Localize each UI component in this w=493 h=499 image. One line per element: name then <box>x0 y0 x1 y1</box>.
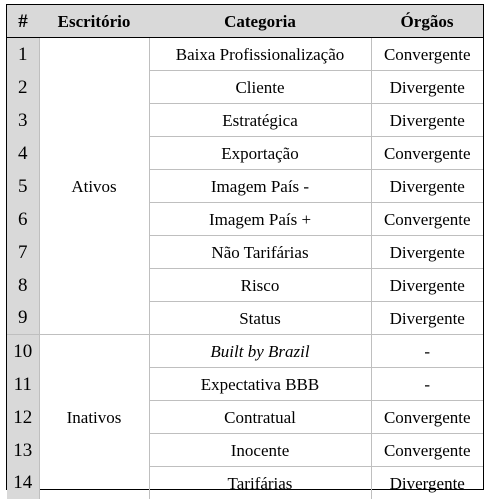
orgaos-cell: Divergente <box>371 467 483 499</box>
categories-table-frame <box>6 4 484 490</box>
orgaos-cell: - <box>371 368 483 401</box>
categoria-cell: Expectativa BBB <box>149 368 371 401</box>
row-number: 4 <box>7 137 39 170</box>
categoria-cell: Cliente <box>149 71 371 104</box>
row-number: 9 <box>7 302 39 335</box>
header-escritorio: Escritório <box>39 5 149 38</box>
row-number: 14 <box>7 467 39 499</box>
escritorio-cell: Ativos <box>39 38 149 335</box>
row-number: 13 <box>7 434 39 467</box>
categoria-cell: Risco <box>149 269 371 302</box>
header-orgaos: Órgãos <box>371 5 483 38</box>
categoria-cell: Built by Brazil <box>149 335 371 368</box>
categories-table <box>7 5 483 499</box>
row-number: 7 <box>7 236 39 269</box>
row-number: 6 <box>7 203 39 236</box>
orgaos-cell: Convergente <box>371 38 483 71</box>
row-number: 1 <box>7 38 39 71</box>
orgaos-cell: Divergente <box>371 71 483 104</box>
orgaos-cell: - <box>371 335 483 368</box>
orgaos-cell: Divergente <box>371 269 483 302</box>
row-number: 8 <box>7 269 39 302</box>
categoria-cell: Contratual <box>149 401 371 434</box>
orgaos-cell: Convergente <box>371 434 483 467</box>
orgaos-cell: Divergente <box>371 104 483 137</box>
row-number: 12 <box>7 401 39 434</box>
orgaos-cell: Divergente <box>371 170 483 203</box>
orgaos-cell: Divergente <box>371 236 483 269</box>
row-number: 11 <box>7 368 39 401</box>
header-categoria: Categoria <box>149 5 371 38</box>
categoria-cell: Status <box>149 302 371 335</box>
header-num: # <box>7 5 39 38</box>
row-number: 3 <box>7 104 39 137</box>
categoria-cell: Imagem País - <box>149 170 371 203</box>
row-number: 2 <box>7 71 39 104</box>
categoria-cell: Estratégica <box>149 104 371 137</box>
categoria-cell: Imagem País + <box>149 203 371 236</box>
categoria-cell: Não Tarifárias <box>149 236 371 269</box>
orgaos-cell: Convergente <box>371 137 483 170</box>
table-row <box>7 38 483 71</box>
escritorio-cell: Inativos <box>39 335 149 499</box>
table-body <box>7 38 483 499</box>
row-number: 5 <box>7 170 39 203</box>
table-row <box>7 335 483 368</box>
table-header-row <box>7 5 483 38</box>
categoria-cell: Exportação <box>149 137 371 170</box>
categoria-cell: Inocente <box>149 434 371 467</box>
orgaos-cell: Divergente <box>371 302 483 335</box>
categoria-cell: Baixa Profissionalização <box>149 38 371 71</box>
orgaos-cell: Convergente <box>371 401 483 434</box>
categoria-cell: Tarifárias <box>149 467 371 499</box>
orgaos-cell: Convergente <box>371 203 483 236</box>
row-number: 10 <box>7 335 39 368</box>
